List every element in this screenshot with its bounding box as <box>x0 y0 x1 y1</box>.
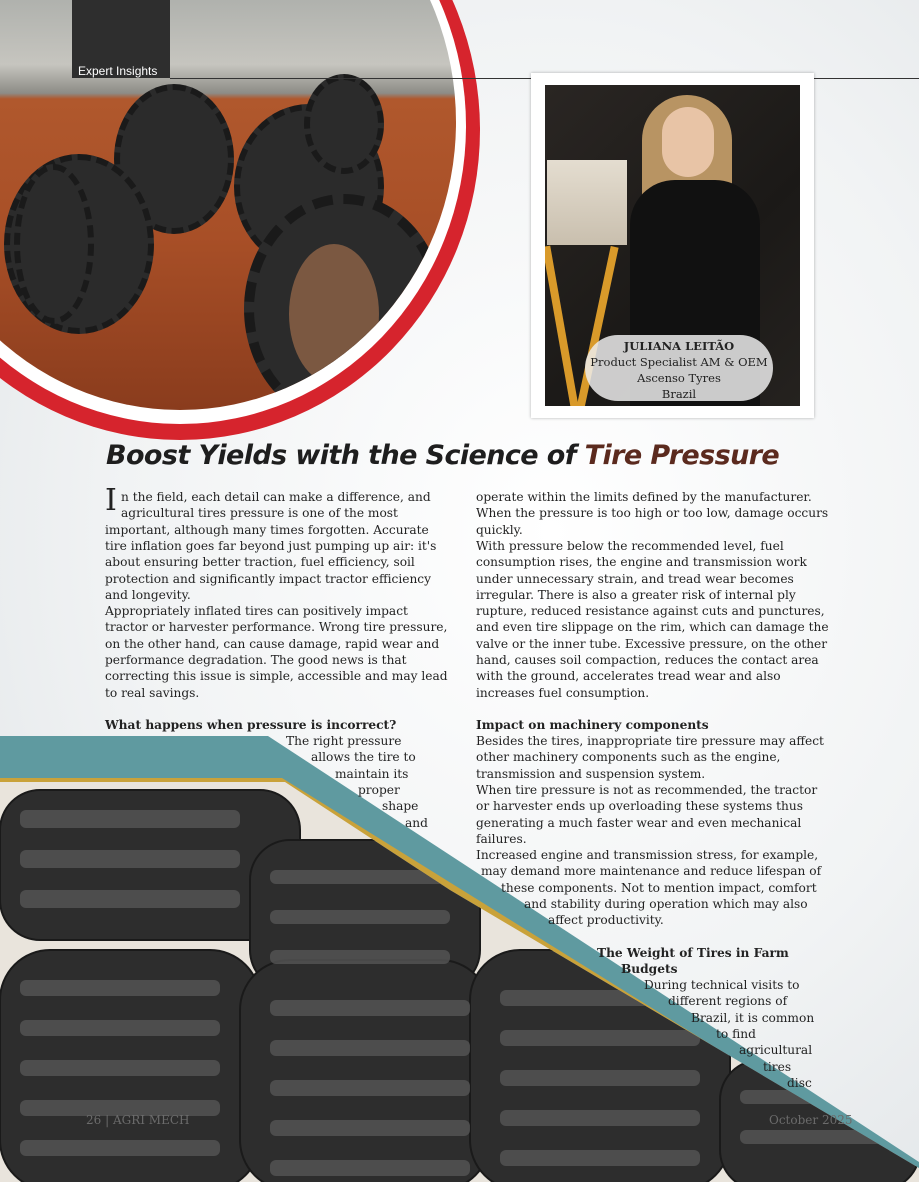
title-main: Boost Yields with the Science of <box>106 440 585 471</box>
body-line: these components. Not to mention impact, comfort <box>501 880 817 895</box>
bottom-tire-photo <box>0 700 919 1182</box>
body-line: correcting this issue is simple, accessible and may lead <box>105 669 448 684</box>
tire-yard-photo <box>0 0 456 410</box>
body-line: Increased engine and transmission stress, for example, <box>476 848 819 863</box>
body-line: consumption rises, the engine and transmission work <box>476 555 807 570</box>
body-line: proper <box>358 782 400 797</box>
section-heading: What happens when pressure is incorrect? <box>105 718 397 732</box>
body-line: with the ground, accelerates tread wear and also <box>476 669 781 684</box>
body-line: failures. <box>476 831 527 846</box>
body-line: Brazil, it is common <box>691 1010 815 1025</box>
body-line: and stability during operation which may also <box>524 897 808 911</box>
body-line: tires <box>763 1059 792 1074</box>
section-heading: The Weight of Tires in Farm <box>597 946 789 960</box>
body-line: affect productivity. <box>548 913 664 928</box>
body-line: When tire pressure is not as recommended, the tractor <box>476 782 818 797</box>
body-line: rupture, reduced resistance against cuts and punctures, <box>476 604 825 619</box>
title-accent: Tire Pressure <box>584 440 780 471</box>
footer-date: October 2025 <box>769 1113 853 1127</box>
body-line: may demand more maintenance and reduce lifespan of <box>481 864 822 879</box>
body-line: n the field, each detail can make a difference, and <box>121 490 431 504</box>
body-line: under unnecessary strain, and tread wear becomes <box>476 571 794 586</box>
author-name: JULIANA LEITÃO <box>623 339 735 353</box>
body-line: agricultural <box>739 1043 813 1058</box>
body-line: maintain its <box>335 766 409 781</box>
body-line: performance degradation. The good news is that <box>105 653 407 667</box>
author-country: Brazil <box>661 387 697 401</box>
body-line: and <box>405 815 428 830</box>
body-line: protection and significantly impact tractor efficiency <box>105 571 432 586</box>
body-line: Appropriately inflated tires can positively impact <box>105 604 408 619</box>
author-portrait <box>545 85 800 406</box>
body-line: tractor or harvester performance. Wrong tire pressure, <box>105 620 448 635</box>
body-line: valve or the inner tube. Excessive pressure, on the other <box>476 636 828 651</box>
body-line: operate within the limits defined by the manufacturer. <box>476 490 812 504</box>
section-heading: Budgets <box>621 962 678 976</box>
body-line: During technical visits to <box>644 978 800 992</box>
person-face <box>662 107 714 177</box>
body-line: to real savings. <box>105 685 200 700</box>
author-company: Ascenso Tyres <box>637 371 721 385</box>
body-line: other machinery components such as the engine, <box>476 750 781 765</box>
body-line: to find <box>716 1026 756 1041</box>
author-role: Product Specialist AM & OEM <box>590 355 768 369</box>
section-label: Expert Insights <box>78 64 158 78</box>
body-line: different regions of <box>668 994 788 1009</box>
body-line: irregular. There is also a greater risk of internal ply <box>476 587 796 602</box>
body-line: hand, causes soil compaction, reduces the contact area <box>476 653 819 667</box>
body-line: transmission and suspension system. <box>476 766 706 781</box>
body-line: When the pressure is too high or too low, damage occurs <box>476 506 829 521</box>
footer-page-number: 26 | AGRI MECH <box>86 1113 190 1127</box>
body-line: Besides the tires, inappropriate tire pressure may affect <box>476 734 824 748</box>
body-line: on the other hand, can cause damage, rapid wear and <box>105 636 440 651</box>
body-line: about ensuring better traction, fuel efficiency, soil <box>105 555 415 570</box>
body-line: The right pressure <box>286 734 402 748</box>
body-line: allows the tire to <box>311 750 416 765</box>
body-line: tire inflation goes far beyond just pumping up air: it's <box>105 538 437 553</box>
body-line: disc <box>787 1075 812 1090</box>
lamp-leg <box>545 246 580 406</box>
body-line: generating a much faster wear and even mechanical <box>476 815 802 830</box>
body-line: and even tire slippage on the rim, which can damage the <box>476 620 829 635</box>
body-line: agricultural tires pressure is one of the most <box>121 506 398 521</box>
section-heading: Impact on machinery components <box>476 718 709 732</box>
body-line: shape <box>382 799 419 814</box>
body-line: and longevity. <box>105 587 191 602</box>
body-line: important, although many times forgotten. Accurate <box>105 522 429 537</box>
body-line: quickly. <box>476 522 523 537</box>
body-line: or harvester ends up overloading these systems thus <box>476 799 803 814</box>
article-title <box>106 440 779 471</box>
body-line: With pressure below the recommended level, fuel <box>476 538 784 553</box>
drop-cap: I <box>105 483 117 518</box>
body-line: increases fuel consumption. <box>476 685 650 700</box>
lamp-shade <box>547 160 627 245</box>
